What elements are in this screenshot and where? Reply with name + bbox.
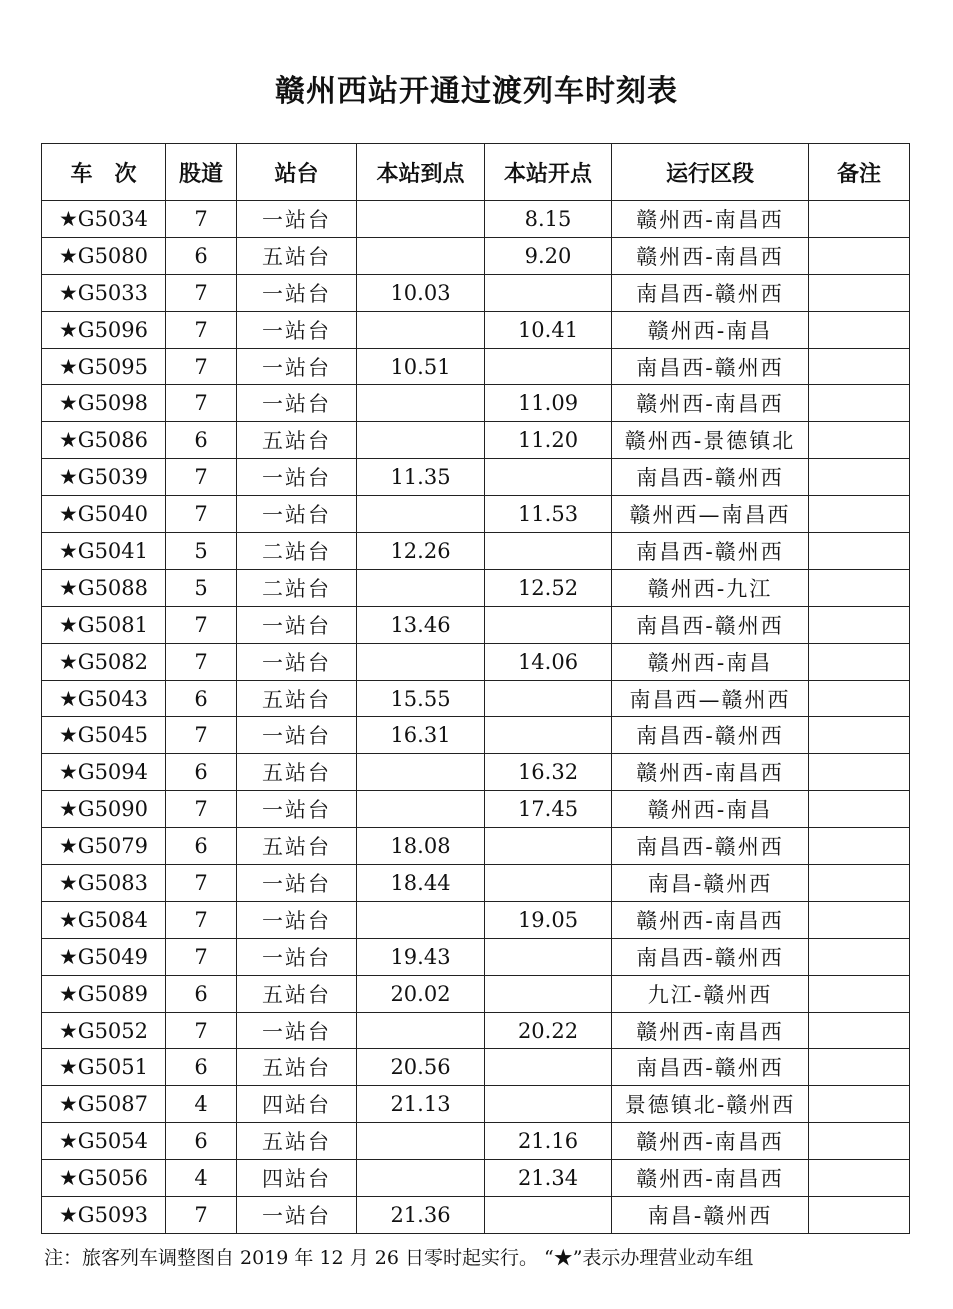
cell-section: 南昌西-赣州西 [612,533,809,570]
cell-train: ★G5087 [42,1086,166,1123]
cell-platform: 五站台 [237,1049,357,1086]
cell-track: 6 [166,237,237,274]
cell-depart [485,274,612,311]
cell-platform: 五站台 [237,680,357,717]
cell-track: 7 [166,274,237,311]
cell-arrive: 12.26 [357,533,485,570]
cell-section: 南昌西-赣州西 [612,348,809,385]
table-row [42,569,910,606]
cell-track: 7 [166,865,237,902]
table-row [42,680,910,717]
cell-train: ★G5096 [42,311,166,348]
cell-platform: 五站台 [237,975,357,1012]
header-depart: 本站开点 [485,144,612,201]
cell-train: ★G5049 [42,938,166,975]
cell-platform: 一站台 [237,901,357,938]
cell-track: 7 [166,496,237,533]
cell-section: 南昌西-赣州西 [612,938,809,975]
cell-depart [485,1197,612,1234]
cell-train: ★G5039 [42,459,166,496]
timetable-body [42,201,910,1234]
timetable [41,143,910,1234]
cell-platform: 一站台 [237,459,357,496]
cell-arrive: 21.36 [357,1197,485,1234]
cell-remark [809,1123,910,1160]
cell-remark [809,237,910,274]
header-remark: 备注 [809,144,910,201]
cell-section: 南昌西-赣州西 [612,606,809,643]
table-row [42,533,910,570]
header-row [42,144,910,201]
cell-track: 7 [166,1012,237,1049]
cell-train: ★G5043 [42,680,166,717]
cell-track: 4 [166,1160,237,1197]
cell-train: ★G5083 [42,865,166,902]
table-row [42,422,910,459]
cell-remark [809,459,910,496]
cell-remark [809,643,910,680]
cell-platform: 一站台 [237,606,357,643]
cell-track: 7 [166,348,237,385]
cell-platform: 一站台 [237,1012,357,1049]
cell-arrive [357,754,485,791]
cell-section: 赣州西-景德镇北 [612,422,809,459]
cell-track: 7 [166,717,237,754]
cell-arrive: 13.46 [357,606,485,643]
cell-platform: 五站台 [237,1123,357,1160]
cell-train: ★G5045 [42,717,166,754]
cell-track: 6 [166,680,237,717]
cell-platform: 一站台 [237,496,357,533]
cell-section: 赣州西-南昌西 [612,1123,809,1160]
cell-track: 7 [166,643,237,680]
cell-remark [809,311,910,348]
cell-platform: 一站台 [237,938,357,975]
cell-depart [485,1049,612,1086]
cell-train: ★G5033 [42,274,166,311]
cell-arrive: 11.35 [357,459,485,496]
cell-train: ★G5082 [42,643,166,680]
table-row [42,1197,910,1234]
cell-track: 7 [166,385,237,422]
table-row [42,237,910,274]
cell-track: 7 [166,459,237,496]
cell-section: 赣州西-南昌 [612,791,809,828]
header-train: 车 次 [42,144,166,201]
cell-depart: 21.34 [485,1160,612,1197]
cell-remark [809,1012,910,1049]
header-section: 运行区段 [612,144,809,201]
cell-remark [809,754,910,791]
cell-arrive: 10.03 [357,274,485,311]
cell-section: 南昌-赣州西 [612,1197,809,1234]
cell-train: ★G5079 [42,828,166,865]
cell-platform: 五站台 [237,754,357,791]
cell-track: 5 [166,569,237,606]
cell-remark [809,901,910,938]
cell-platform: 四站台 [237,1086,357,1123]
cell-platform: 一站台 [237,348,357,385]
cell-depart: 10.41 [485,311,612,348]
cell-depart: 17.45 [485,791,612,828]
cell-track: 7 [166,938,237,975]
cell-remark [809,422,910,459]
cell-section: 赣州西-南昌西 [612,385,809,422]
cell-depart: 14.06 [485,643,612,680]
cell-remark [809,606,910,643]
cell-remark [809,569,910,606]
cell-train: ★G5093 [42,1197,166,1234]
cell-train: ★G5056 [42,1160,166,1197]
cell-remark [809,274,910,311]
cell-remark [809,938,910,975]
cell-arrive: 10.51 [357,348,485,385]
cell-section: 南昌西-赣州西 [612,828,809,865]
cell-track: 7 [166,606,237,643]
cell-section: 赣州西-南昌西 [612,1160,809,1197]
cell-depart [485,717,612,754]
cell-track: 4 [166,1086,237,1123]
cell-arrive [357,422,485,459]
cell-platform: 一站台 [237,717,357,754]
cell-section: 南昌西-赣州西 [612,274,809,311]
cell-platform: 一站台 [237,865,357,902]
cell-depart: 19.05 [485,901,612,938]
cell-depart [485,606,612,643]
cell-section: 赣州西-南昌西 [612,754,809,791]
cell-arrive: 18.08 [357,828,485,865]
cell-remark [809,717,910,754]
cell-train: ★G5040 [42,496,166,533]
cell-track: 6 [166,975,237,1012]
cell-arrive [357,311,485,348]
footnote: 注：旅客列车调整图自 2019 年 12 月 26 日零时起实行。 “★”表示办理营业动车组 [44,1247,754,1269]
cell-depart [485,865,612,902]
cell-section: 赣州西-南昌西 [612,901,809,938]
cell-platform: 五站台 [237,422,357,459]
cell-track: 7 [166,901,237,938]
cell-train: ★G5041 [42,533,166,570]
cell-arrive [357,791,485,828]
table-row [42,643,910,680]
table-row [42,459,910,496]
cell-train: ★G5086 [42,422,166,459]
cell-track: 7 [166,311,237,348]
cell-platform: 一站台 [237,643,357,680]
cell-depart [485,1086,612,1123]
cell-train: ★G5034 [42,201,166,238]
cell-train: ★G5054 [42,1123,166,1160]
cell-arrive [357,496,485,533]
cell-train: ★G5089 [42,975,166,1012]
cell-section: 景德镇北-赣州西 [612,1086,809,1123]
cell-track: 7 [166,791,237,828]
table-row [42,717,910,754]
cell-depart: 11.09 [485,385,612,422]
cell-arrive [357,201,485,238]
cell-section: 赣州西-南昌西 [612,1012,809,1049]
cell-platform: 二站台 [237,569,357,606]
cell-train: ★G5090 [42,791,166,828]
cell-section: 赣州西-九江 [612,569,809,606]
cell-remark [809,1197,910,1234]
cell-section: 赣州西-南昌西 [612,237,809,274]
cell-section: 赣州西-南昌西 [612,201,809,238]
cell-arrive: 15.55 [357,680,485,717]
cell-track: 7 [166,1197,237,1234]
cell-arrive: 19.43 [357,938,485,975]
cell-train: ★G5098 [42,385,166,422]
cell-depart: 16.32 [485,754,612,791]
cell-section: 赣州西-南昌 [612,311,809,348]
cell-remark [809,201,910,238]
table-row [42,865,910,902]
cell-train: ★G5088 [42,569,166,606]
cell-arrive: 21.13 [357,1086,485,1123]
cell-depart [485,938,612,975]
cell-depart [485,828,612,865]
cell-depart [485,975,612,1012]
cell-remark [809,1086,910,1123]
table-row [42,938,910,975]
table-row [42,385,910,422]
header-track: 股道 [166,144,237,201]
table-row [42,606,910,643]
cell-depart [485,348,612,385]
table-row [42,901,910,938]
cell-train: ★G5094 [42,754,166,791]
cell-track: 5 [166,533,237,570]
cell-depart [485,459,612,496]
cell-platform: 五站台 [237,237,357,274]
table-row [42,975,910,1012]
cell-section: 南昌西-赣州西 [612,459,809,496]
cell-section: 九江-赣州西 [612,975,809,1012]
table-row [42,348,910,385]
cell-arrive [357,643,485,680]
table-row [42,311,910,348]
cell-platform: 一站台 [237,1197,357,1234]
cell-section: 南昌-赣州西 [612,865,809,902]
cell-track: 6 [166,1049,237,1086]
cell-depart: 8.15 [485,201,612,238]
cell-arrive [357,237,485,274]
cell-section: 南昌西—赣州西 [612,680,809,717]
header-arrive: 本站到点 [357,144,485,201]
table-row [42,1049,910,1086]
cell-remark [809,533,910,570]
cell-platform: 四站台 [237,1160,357,1197]
cell-train: ★G5095 [42,348,166,385]
cell-track: 7 [166,201,237,238]
cell-track: 6 [166,828,237,865]
cell-arrive: 18.44 [357,865,485,902]
table-row [42,791,910,828]
cell-train: ★G5084 [42,901,166,938]
cell-depart: 11.53 [485,496,612,533]
table-row [42,1123,910,1160]
cell-remark [809,496,910,533]
cell-track: 6 [166,422,237,459]
cell-section: 南昌西-赣州西 [612,717,809,754]
cell-section: 赣州西-南昌 [612,643,809,680]
cell-depart [485,680,612,717]
table-row [42,496,910,533]
cell-section: 赣州西—南昌西 [612,496,809,533]
cell-train: ★G5051 [42,1049,166,1086]
table-row [42,274,910,311]
cell-depart: 21.16 [485,1123,612,1160]
cell-arrive: 20.56 [357,1049,485,1086]
cell-depart: 9.20 [485,237,612,274]
cell-remark [809,1160,910,1197]
header-platform: 站台 [237,144,357,201]
cell-train: ★G5052 [42,1012,166,1049]
cell-remark [809,348,910,385]
page-title: 赣州西站开通过渡列车时刻表 [275,74,678,109]
cell-arrive: 20.02 [357,975,485,1012]
table-row [42,1086,910,1123]
cell-depart: 20.22 [485,1012,612,1049]
cell-remark [809,791,910,828]
cell-arrive [357,901,485,938]
cell-platform: 二站台 [237,533,357,570]
cell-depart: 11.20 [485,422,612,459]
cell-arrive [357,1160,485,1197]
table-row [42,1160,910,1197]
cell-platform: 一站台 [237,791,357,828]
cell-train: ★G5080 [42,237,166,274]
cell-arrive: 16.31 [357,717,485,754]
cell-track: 6 [166,1123,237,1160]
cell-remark [809,1049,910,1086]
cell-depart [485,533,612,570]
cell-track: 6 [166,754,237,791]
cell-arrive [357,1123,485,1160]
cell-platform: 一站台 [237,311,357,348]
cell-remark [809,680,910,717]
cell-depart: 12.52 [485,569,612,606]
cell-remark [809,865,910,902]
cell-arrive [357,1012,485,1049]
cell-remark [809,975,910,1012]
cell-arrive [357,569,485,606]
cell-remark [809,828,910,865]
table-row [42,754,910,791]
table-row [42,1012,910,1049]
table-row [42,828,910,865]
cell-platform: 一站台 [237,274,357,311]
cell-platform: 一站台 [237,201,357,238]
cell-train: ★G5081 [42,606,166,643]
cell-remark [809,385,910,422]
table-row [42,201,910,238]
cell-section: 南昌西-赣州西 [612,1049,809,1086]
cell-platform: 一站台 [237,385,357,422]
cell-arrive [357,385,485,422]
cell-platform: 五站台 [237,828,357,865]
